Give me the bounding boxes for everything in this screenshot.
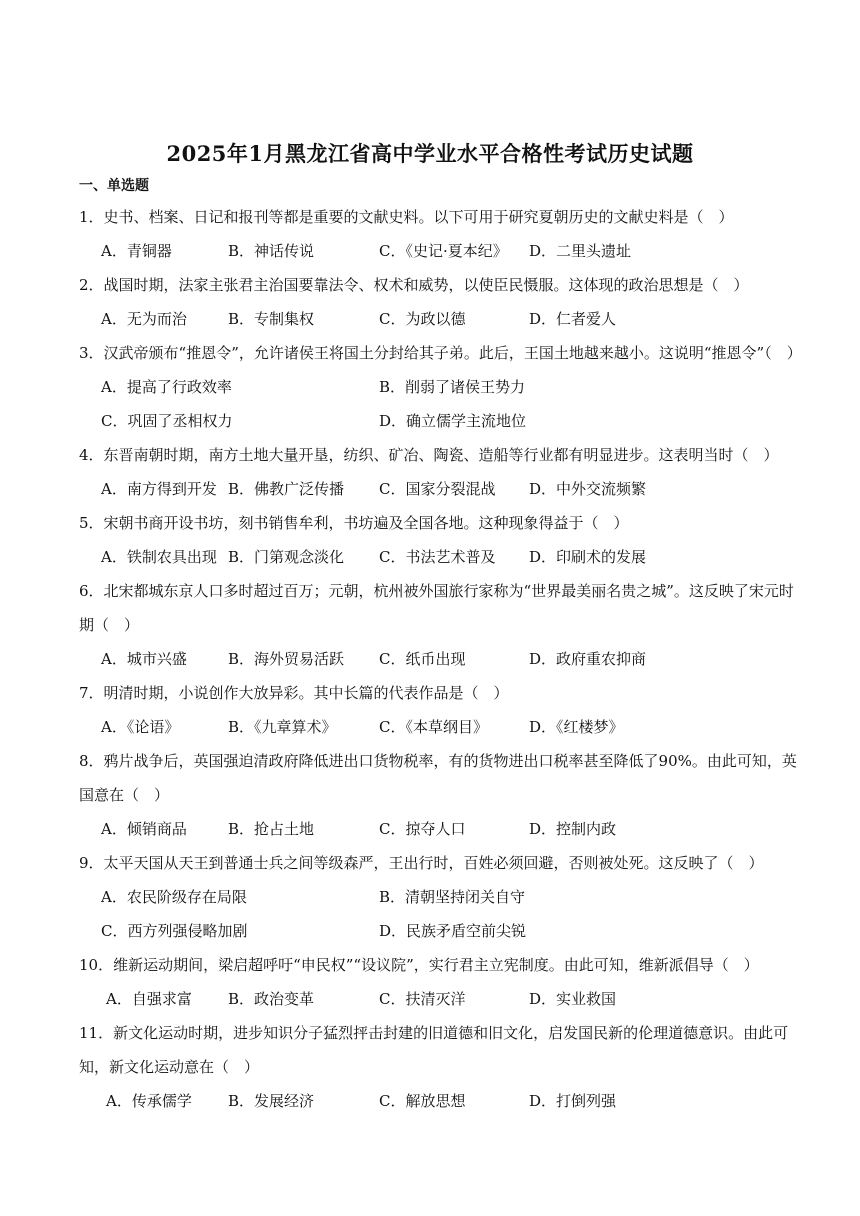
option-a: A．南方得到开发 (101, 480, 217, 498)
question-list (79, 200, 802, 1118)
option-row (79, 302, 799, 336)
option-c: C．掠夺人口 (379, 820, 466, 838)
option-c: C．《本草纲目》 (379, 718, 488, 736)
option-a: A．青铜器 (101, 242, 172, 260)
option-a: A．铁制农具出现 (101, 548, 217, 566)
option-row (79, 472, 799, 506)
option-c: C．国家分裂混战 (379, 480, 496, 498)
option-d: D．控制内政 (529, 820, 617, 838)
question-stem: 4．东晋南朝时期，南方土地大量开垦，纺织、矿冶、陶瓷、造船等行业都有明显进步。这表明当时（ ） (79, 446, 779, 464)
option-b: B．《九章算术》 (228, 718, 337, 736)
question-stem: 10．维新运动期间，梁启超呼吁“申民权”“设议院”，实行君主立宪制度。由此可知，维新派倡导（ ） (79, 956, 759, 974)
question-stem: 1．史书、档案、日记和报刊等都是重要的文献史料。以下可用于研究夏朝历史的文献史料是（ ） (79, 208, 734, 226)
option-d: D．实业救国 (529, 990, 617, 1008)
option-b: B．专制集权 (228, 310, 315, 328)
option-c: C．解放思想 (379, 1092, 466, 1110)
option-b: B．门第观念淡化 (228, 548, 345, 566)
option-d: D．印刷术的发展 (529, 548, 647, 566)
option-row (79, 370, 799, 404)
option-row (79, 982, 799, 1016)
option-c: C．书法艺术普及 (379, 548, 496, 566)
option-row (79, 914, 799, 948)
option-row (79, 540, 799, 574)
option-b: B．政治变革 (228, 990, 315, 1008)
option-b: B．佛教广泛传播 (228, 480, 345, 498)
option-b: B．发展经济 (228, 1092, 315, 1110)
option-row (79, 880, 799, 914)
exam-title: 2025年1月黑龙江省高中学业水平合格性考试历史试题 (166, 141, 694, 166)
option-a: A．自强求富 (106, 990, 192, 1008)
option-c: C．纸币出现 (379, 650, 466, 668)
option-d: D．《红楼梦》 (529, 718, 624, 736)
option-row (79, 710, 799, 744)
option-d: D．中外交流频繁 (529, 480, 647, 498)
option-a: A．倾销商品 (101, 820, 187, 838)
question-stem: 5．宋朝书商开设书坊，刻书销售牟利，书坊遍及全国各地。这种现象得益于（ ） (79, 514, 629, 532)
option-c: C．为政以德 (379, 310, 466, 328)
option-a: A．提高了行政效率 (101, 378, 232, 396)
option-row (79, 812, 799, 846)
option-c: C．巩固了丞相权力 (101, 412, 233, 430)
option-a: A．农民阶级存在局限 (101, 888, 247, 906)
question-stem: 2．战国时期，法家主张君主治国要靠法令、权术和威势，以使臣民慑服。这体现的政治思想是（ ） (79, 276, 749, 294)
option-b: B．抢占土地 (228, 820, 315, 838)
option-a: A．《论语》 (101, 718, 180, 736)
question-stem: 7．明清时期，小说创作大放异彩。其中长篇的代表作品是（ ） (79, 684, 509, 702)
section-heading: 一、单选题 (79, 178, 149, 194)
question-stem: 9．太平天国从天王到普通士兵之间等级森严，王出行时，百姓必须回避，否则被处死。这反映了（ ） (79, 854, 764, 872)
option-b: B．削弱了诸侯王势力 (379, 378, 526, 396)
question-stem: 6．北宋都城东京人口多时超过百万；元朝，杭州被外国旅行家称为“世界最美丽名贵之城”。这反映了宋元时期（ ） (79, 582, 794, 634)
option-c: C．《史记·夏本纪》 (379, 242, 508, 260)
option-b: B．清朝坚持闭关自守 (379, 888, 526, 906)
option-row (79, 234, 799, 268)
question-stem: 3．汉武帝颁布“推恩令”，允许诸侯王将国土分封给其子弟。此后，王国土地越来越小。这说明“推恩令”（ ） (79, 344, 802, 362)
question-stem: 8．鸦片战争后，英国强迫清政府降低进出口货物税率，有的货物进出口税率甚至降低了90%。由此可知，英国意在（ ） (79, 752, 797, 804)
option-a: A．无为而治 (101, 310, 187, 328)
option-row (79, 1084, 799, 1118)
question-stem: 11．新文化运动时期，进步知识分子猛烈抨击封建的旧道德和旧文化，启发国民新的伦理道德意识。由此可知，新文化运动意在（ ） (79, 1024, 789, 1076)
option-d: D．二里头遗址 (529, 242, 632, 260)
option-c: C．西方列强侵略加剧 (101, 922, 248, 940)
option-a: A．传承儒学 (106, 1092, 192, 1110)
option-row (79, 404, 799, 438)
option-b: B．海外贸易活跃 (228, 650, 345, 668)
option-b: B．神话传说 (228, 242, 315, 260)
option-d: D．打倒列强 (529, 1092, 617, 1110)
option-d: D．确立儒学主流地位 (379, 412, 527, 430)
option-a: A．城市兴盛 (101, 650, 187, 668)
option-d: D．政府重农抑商 (529, 650, 647, 668)
option-d: D．仁者爱人 (529, 310, 617, 328)
option-row (79, 642, 799, 676)
option-c: C．扶清灭洋 (379, 990, 466, 1008)
option-d: D．民族矛盾空前尖锐 (379, 922, 527, 940)
